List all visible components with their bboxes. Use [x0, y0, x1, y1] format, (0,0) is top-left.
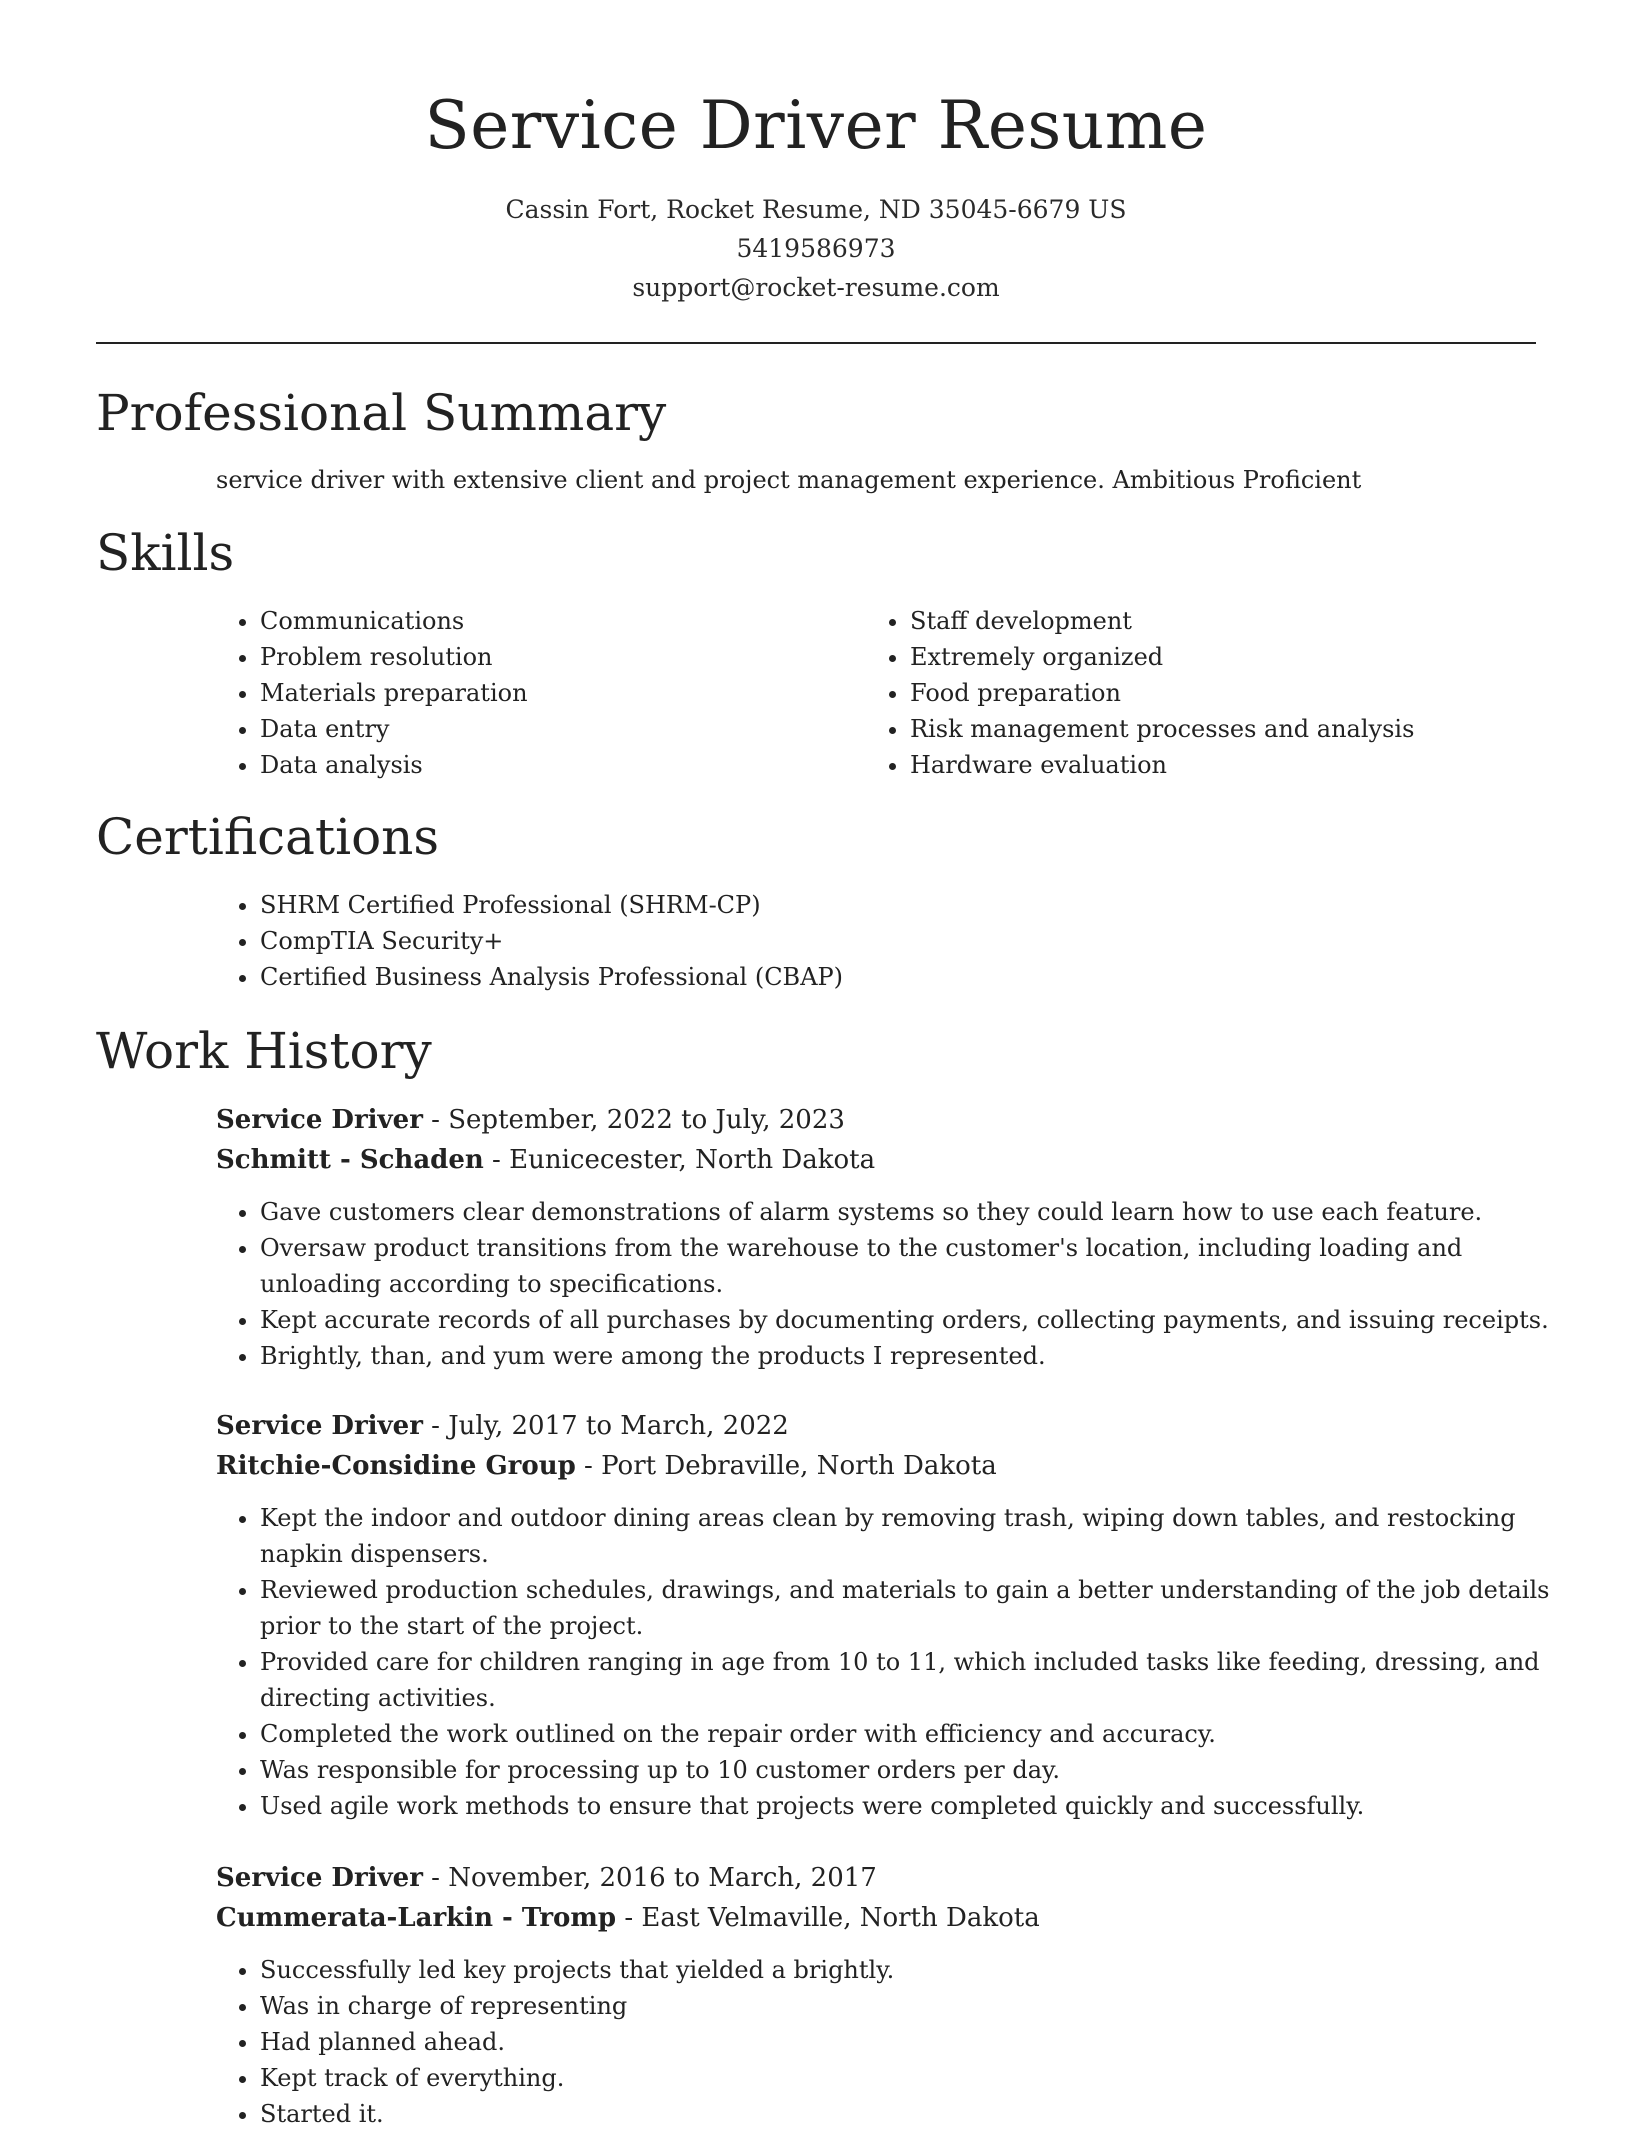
job-header [216, 1858, 1040, 1938]
list-item: • Used agile work methods to ensure that projects were completed quickly and successfully. [260, 1788, 1580, 1824]
job-company-line: Schmitt - Schaden - Eunicecester, North Dakota [216, 1145, 876, 1175]
list-item: • Oversaw product transitions from the warehouse to the customer's location, including loading and unloading according to specifications. [260, 1230, 1580, 1302]
list-item: • Was in charge of representing [260, 1988, 1580, 2024]
contact-block [96, 190, 1536, 307]
job-location: Port Debraville, North Dakota [601, 1451, 997, 1481]
list-item: • Kept the indoor and outdoor dining areas clean by removing trash, wiping down tables, and restocking napkin dispensers. [260, 1500, 1580, 1572]
skills-list-right [866, 603, 1550, 783]
job-title: Service Driver [216, 1105, 423, 1135]
summary-text: service driver with extensive client and project management experience. Ambitious Proficient [216, 466, 1362, 494]
job-location: East Velmaville, North Dakota [641, 1903, 1040, 1933]
list-item: • Data entry [260, 711, 820, 747]
job-company-line: Ritchie-Considine Group - Port Debraville, North Dakota [216, 1451, 997, 1481]
certifications-heading: Certifications [96, 808, 440, 866]
list-item: • Started it. [260, 2096, 1580, 2132]
list-item: • Materials preparation [260, 675, 820, 711]
list-item: • Data analysis [260, 747, 820, 783]
list-item: • Provided care for children ranging in age from 10 to 11, which included tasks like feeding, dressing, and directing activities. [260, 1644, 1580, 1716]
job-title: Service Driver [216, 1863, 423, 1893]
job-location: Eunicecester, North Dakota [509, 1145, 876, 1175]
list-item: • Was responsible for processing up to 10 customer orders per day. [260, 1752, 1580, 1788]
contact-email: support@rocket-resume.com [632, 273, 1000, 302]
list-item: • Reviewed production schedules, drawings, and materials to gain a better understanding of the job details prior to the start of the project. [260, 1572, 1580, 1644]
job-title-line: Service Driver - July, 2017 to March, 2022 [216, 1411, 789, 1441]
job-bullets [216, 1952, 1580, 2132]
contact-address: Cassin Fort, Rocket Resume, ND 35045-6679 US [505, 195, 1127, 224]
list-item: • Gave customers clear demonstrations of alarm systems so they could learn how to use each feature. [260, 1194, 1580, 1230]
job-bullets [216, 1194, 1580, 1374]
job-company: Ritchie-Considine Group [216, 1451, 576, 1481]
work-history-heading: Work History [96, 1022, 432, 1080]
list-item: • Brightly, than, and yum were among the products I represented. [260, 1338, 1580, 1374]
job-dates: September, 2022 to July, 2023 [448, 1105, 845, 1135]
skills-list-left [216, 603, 820, 783]
list-item: • Certified Business Analysis Professional (CBAP) [260, 959, 1460, 995]
header-divider [96, 342, 1536, 344]
list-item: • Kept track of everything. [260, 2060, 1580, 2096]
job-title-line: Service Driver - September, 2022 to July, 2023 [216, 1105, 845, 1135]
list-item: • Staff development [910, 603, 1550, 639]
list-item: • Communications [260, 603, 820, 639]
job-dates: July, 2017 to March, 2022 [448, 1411, 789, 1441]
job-title-line: Service Driver - November, 2016 to March, 2017 [216, 1863, 877, 1893]
skills-heading: Skills [96, 524, 235, 582]
list-item: • Completed the work outlined on the repair order with efficiency and accuracy. [260, 1716, 1580, 1752]
job-dates: November, 2016 to March, 2017 [448, 1863, 877, 1893]
job-header [216, 1100, 875, 1180]
list-item: • Extremely organized [910, 639, 1550, 675]
job-header [216, 1406, 997, 1486]
summary-heading: Professional Summary [96, 384, 667, 442]
job-bullets [216, 1500, 1580, 1824]
list-item: • Risk management processes and analysis [910, 711, 1550, 747]
list-item: • Hardware evaluation [910, 747, 1550, 783]
list-item: • CompTIA Security+ [260, 923, 1460, 959]
resume-header [96, 82, 1536, 307]
list-item: • Kept accurate records of all purchases by documenting orders, collecting payments, and issuing receipts. [260, 1302, 1580, 1338]
certifications-list [216, 887, 1460, 995]
list-item: • Successfully led key projects that yielded a brightly. [260, 1952, 1580, 1988]
job-company: Cummerata-Larkin - Tromp [216, 1903, 617, 1933]
job-title: Service Driver [216, 1411, 423, 1441]
list-item: • Food preparation [910, 675, 1550, 711]
list-item: • Had planned ahead. [260, 2024, 1580, 2060]
job-company: Schmitt - Schaden [216, 1145, 484, 1175]
job-company-line: Cummerata-Larkin - Tromp - East Velmaville, North Dakota [216, 1903, 1040, 1933]
list-item: • SHRM Certified Professional (SHRM-CP) [260, 887, 1460, 923]
contact-phone: 5419586973 [736, 234, 896, 263]
list-item: • Problem resolution [260, 639, 820, 675]
resume-title: Service Driver Resume [424, 87, 1208, 164]
